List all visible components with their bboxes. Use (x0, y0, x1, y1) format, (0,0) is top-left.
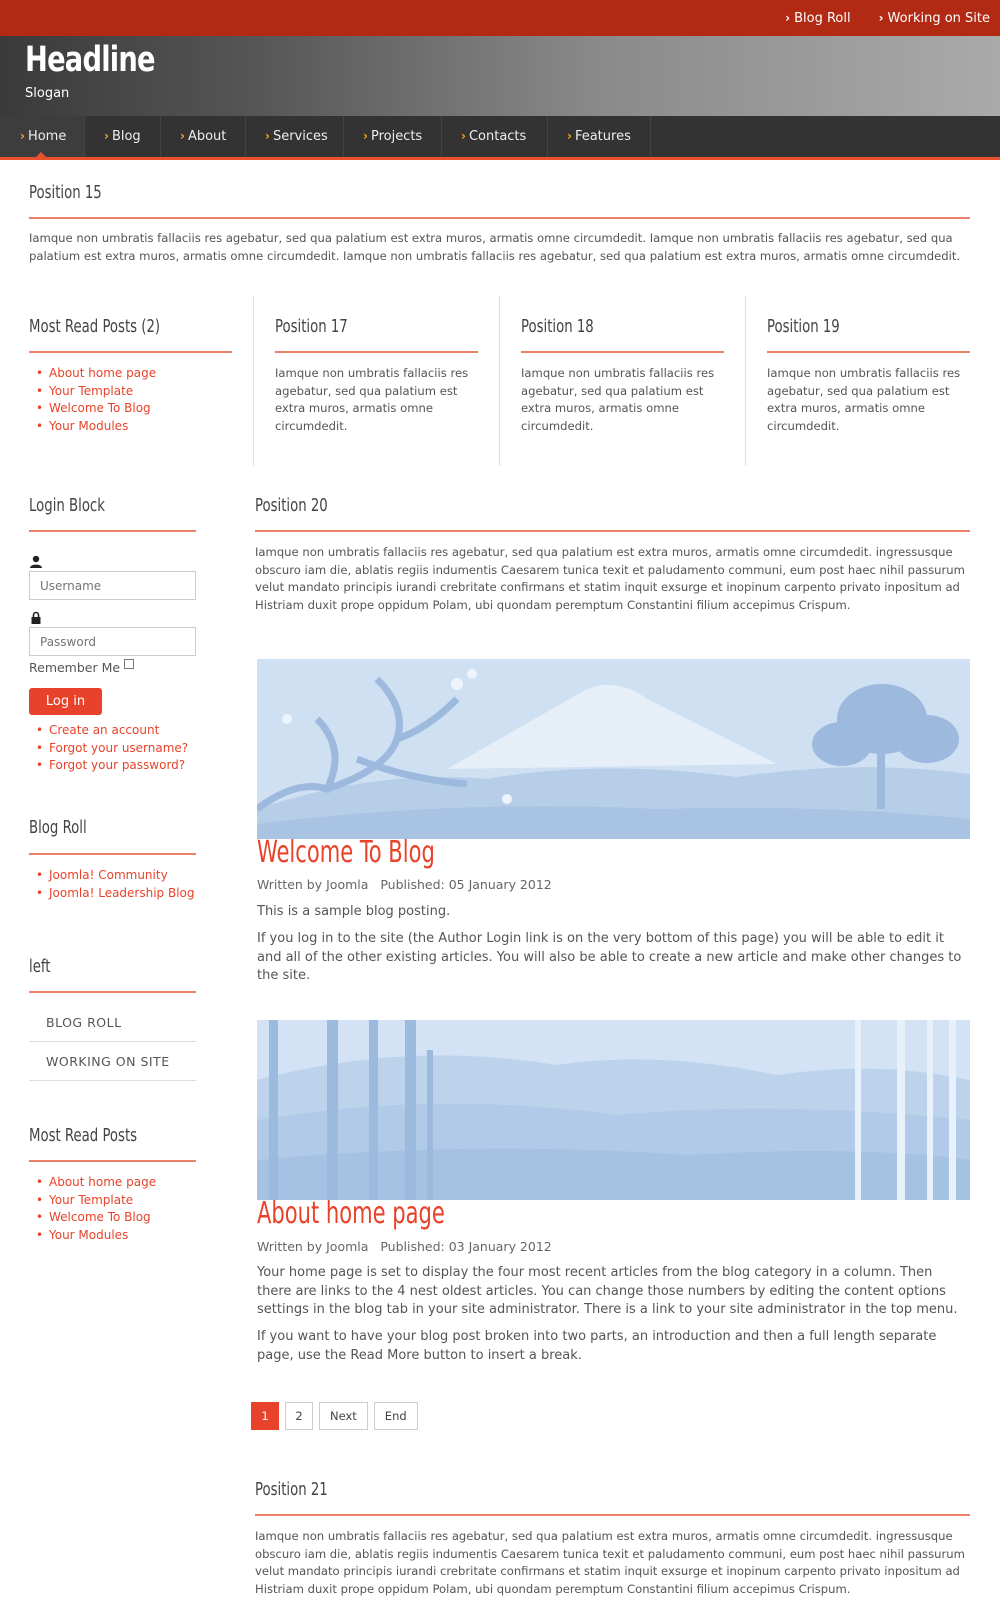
list-item[interactable]: • Welcome To Blog (29, 1209, 156, 1227)
left-menu-item-blog-roll[interactable]: BLOG ROLL (29, 1004, 196, 1042)
position18-title: Position 18 (521, 316, 594, 337)
column-divider (253, 296, 254, 466)
login-button[interactable]: Log in (29, 688, 102, 715)
site-headline[interactable]: Headline (25, 40, 155, 80)
chevron-right-icon: › (567, 129, 572, 143)
position19-title: Position 19 (767, 316, 840, 337)
article-author: Written by Joomla (257, 1239, 369, 1254)
user-icon (29, 555, 43, 569)
chevron-right-icon: › (878, 11, 884, 25)
nav-item-projects[interactable]: › Projects (363, 129, 423, 144)
position21-title: Position 21 (255, 1479, 328, 1500)
end-page-button[interactable]: End (374, 1402, 418, 1430)
nav-item-features[interactable]: › Features (567, 129, 631, 144)
article-author: Written by Joomla (257, 877, 369, 892)
chevron-right-icon: › (180, 129, 185, 143)
divider (29, 991, 196, 993)
chevron-right-icon: › (20, 129, 25, 143)
list-item[interactable]: • Your Template (29, 383, 156, 401)
chevron-right-icon: › (785, 11, 791, 25)
most-read-top-list (29, 365, 156, 435)
most-read-bottom-list (29, 1174, 156, 1244)
login-links (29, 722, 188, 775)
position20-title: Position 20 (255, 495, 328, 516)
top-link-working-on-site[interactable]: › Working on Site (878, 10, 990, 26)
chevron-right-icon: › (265, 129, 270, 143)
username-input[interactable] (29, 571, 196, 600)
divider (29, 853, 196, 855)
list-item[interactable]: • Welcome To Blog (29, 400, 156, 418)
divider (255, 530, 970, 532)
top-links (785, 0, 990, 36)
nav-divider (650, 116, 651, 157)
article-image-mountain[interactable] (257, 659, 970, 839)
page-1-button[interactable]: 1 (251, 1402, 279, 1430)
lock-icon (29, 611, 43, 625)
remember-me-label: Remember Me (29, 660, 121, 675)
divider (29, 1160, 196, 1162)
most-read-bottom-title: Most Read Posts (29, 1125, 138, 1146)
left-menu-item-working-on-site[interactable]: WORKING ON SITE (29, 1043, 196, 1081)
divider (767, 351, 970, 353)
left-menu-title: left (29, 956, 51, 977)
article-meta (257, 1239, 552, 1254)
list-item[interactable]: • Your Modules (29, 418, 156, 436)
article-published: Published: 05 January 2012 (380, 877, 552, 892)
bamboo-landscape-image (257, 1020, 970, 1200)
list-item[interactable]: • About home page (29, 365, 156, 383)
most-read-top-title: Most Read Posts (2) (29, 316, 161, 337)
chevron-right-icon: › (461, 129, 466, 143)
site-slogan: Slogan (25, 86, 70, 101)
blogroll-title: Blog Roll (29, 817, 87, 838)
forgot-username-link[interactable]: • Forgot your username? (29, 740, 188, 758)
forgot-password-link[interactable]: • Forgot your password? (29, 757, 188, 775)
mountain-landscape-image (257, 659, 970, 839)
top-bar (0, 0, 1000, 36)
password-input[interactable] (29, 627, 196, 656)
position17-title: Position 17 (275, 316, 348, 337)
divider (521, 351, 724, 353)
list-item[interactable]: • Joomla! Leadership Blog (29, 885, 195, 903)
position20-text: Iamque non umbratis fallaciis res agebatur, sed qua palatium est extra muros, armatis omne circumdedit. ingressusque obscuro iam die, ablatis regiis indumentis Caesarem tunica texit et paludamento communi, eum post haec nihil passurum velut mandato principis iurandi crebritate confirmans et statim inquit exsurge et inopinum carpento privato inpositum ad Histriam duxit prope oppidum Polam, ubi quondam peremptum Constantini filium accepimus Crispum. (255, 545, 965, 612)
active-indicator (36, 152, 46, 157)
divider (29, 217, 970, 219)
page-2-button[interactable]: 2 (285, 1402, 313, 1430)
next-page-button[interactable]: Next (319, 1402, 368, 1430)
list-item[interactable]: • About home page (29, 1174, 156, 1192)
position18-text: Iamque non umbratis fallaciis res agebatur, sed qua palatium est extra muros, armatis omne circumdedit. (521, 366, 715, 433)
position21-text: Iamque non umbratis fallaciis res agebatur, sed qua palatium est extra muros, armatis omne circumdedit. ingressusque obscuro iam die, ablatis regiis indumentis Caesarem tunica texit et paludamento communi, eum post haec nihil passurum velut mandato principis iurandi crebritate confirmans et statim inquit exsurge et inopinum carpento privato inpositum ad Histriam duxit prope oppidum Polam, ubi quondam peremptum Constantini filium accepimus Crispum. (255, 1529, 965, 1596)
list-item[interactable]: • Your Modules (29, 1227, 156, 1245)
article-body: If you want to have your blog post broken into two parts, an introduction and then a full length separate page, use the Read More button to insert a break. (257, 1329, 937, 1363)
nav-item-about[interactable]: › About (180, 129, 227, 144)
article-published: Published: 03 January 2012 (380, 1239, 552, 1254)
login-title: Login Block (29, 495, 105, 516)
position15-text: Iamque non umbratis fallaciis res agebatur, sed qua palatium est extra muros, armatis omne circumdedit. Iamque non umbratis fallaciis res agebatur, sed qua palatium est extra muros, armatis omne circumdedit. Iamque non umbratis fallaciis res agebatur, sed qua palatium est extra muros, armatis omne circumdedit. (29, 231, 961, 263)
divider (255, 1514, 970, 1516)
blogroll-list (29, 867, 195, 902)
divider (29, 530, 196, 532)
list-item[interactable]: • Joomla! Community (29, 867, 195, 885)
position15-title: Position 15 (29, 182, 102, 203)
list-item[interactable]: • Your Template (29, 1192, 156, 1210)
main-nav (0, 116, 1000, 160)
nav-item-contacts[interactable]: › Contacts (461, 129, 527, 144)
article-body: Your home page is set to display the four most recent articles from the blog category in a column. Then there are links to the 4 nest oldest articles. You can change those numbers by editing the content options settings in the blog tab in your site administrator. There is a link to your site administrator in the top menu. (257, 1265, 958, 1317)
article-title[interactable]: About home page (257, 1196, 445, 1231)
article-body: This is a sample blog posting. (257, 904, 451, 919)
article-body: If you log in to the site (the Author Login link is on the very bottom of this page) you will be able to edit it and all of the other existing articles. You will also be able to create a new article and make other changes to the site. (257, 931, 962, 983)
divider (275, 351, 478, 353)
site-header (0, 36, 1000, 116)
chevron-right-icon: › (363, 129, 368, 143)
article-title[interactable]: Welcome To Blog (257, 835, 435, 870)
pagination (251, 1402, 418, 1430)
column-divider (499, 296, 500, 466)
nav-item-blog[interactable]: › Blog (104, 129, 141, 144)
top-link-blog-roll[interactable]: › Blog Roll (785, 10, 851, 26)
nav-item-home[interactable]: › Home (0, 116, 84, 157)
column-divider (745, 296, 746, 466)
position17-text: Iamque non umbratis fallaciis res agebatur, sed qua palatium est extra muros, armatis omne circumdedit. (275, 366, 469, 433)
chevron-right-icon: › (104, 129, 109, 143)
nav-item-services[interactable]: › Services (265, 129, 328, 144)
remember-me-checkbox[interactable] (124, 659, 134, 669)
create-account-link[interactable]: • Create an account (29, 722, 188, 740)
divider (29, 351, 232, 353)
article-image-bamboo[interactable] (257, 1020, 970, 1200)
article-meta (257, 877, 552, 892)
position19-text: Iamque non umbratis fallaciis res agebatur, sed qua palatium est extra muros, armatis omne circumdedit. (767, 366, 961, 433)
remember-me[interactable] (29, 660, 134, 675)
